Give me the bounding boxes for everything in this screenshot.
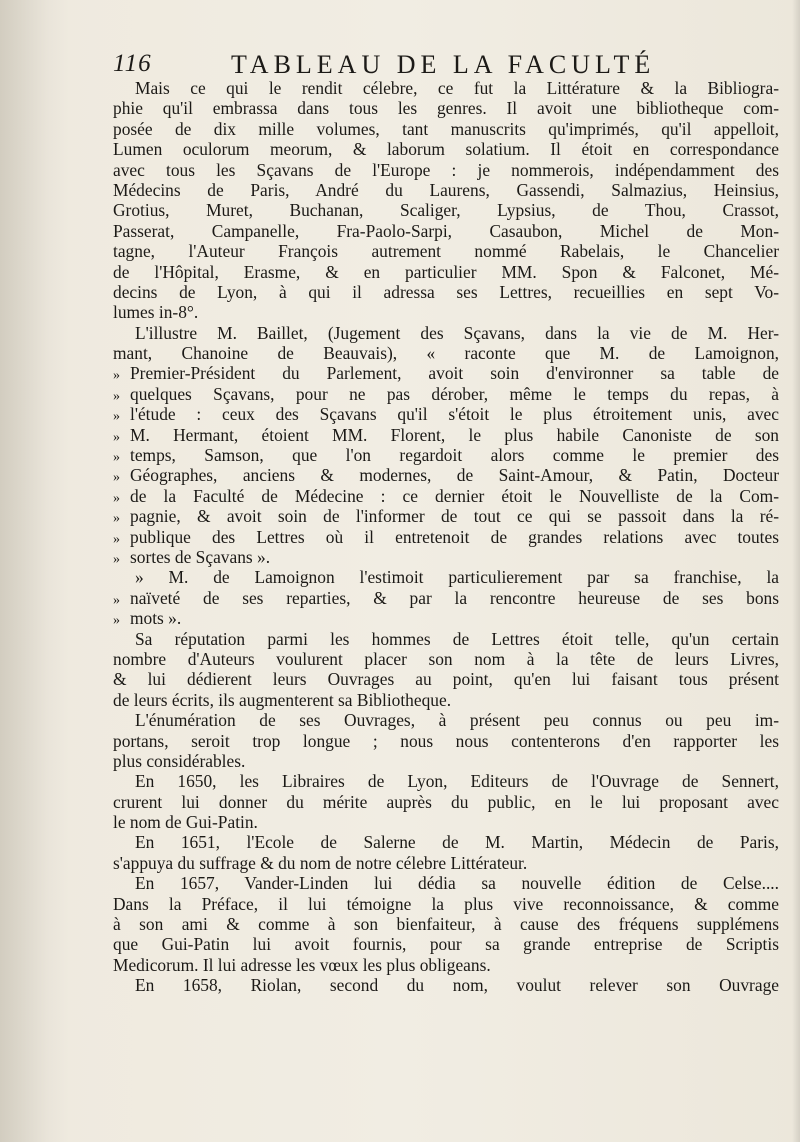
text-line-content: En 1651, l'Ecole de Salerne de M. Martin, Médecin de Paris, xyxy=(135,832,779,853)
text-line-content: En 1657, Vander-Linden lui dédia sa nouvelle édition de Celse.... xyxy=(135,873,779,894)
text-line xyxy=(113,894,779,914)
text-line xyxy=(113,792,779,812)
text-line xyxy=(113,914,779,934)
text-line xyxy=(113,343,779,363)
text-line xyxy=(113,486,779,506)
quote-mark: » xyxy=(113,551,120,567)
quote-mark: » xyxy=(113,368,120,384)
text-line xyxy=(113,832,779,852)
text-line xyxy=(113,465,779,485)
text-line-content: plus considérables. xyxy=(113,750,246,771)
text-line-content: posée de dix mille volumes, tant manuscrits qu'imprimés, qu'il appelloit, xyxy=(113,118,779,139)
text-line xyxy=(113,934,779,954)
text-line-content: publique des Lettres où il entretenoit de grandes relations avec toutes xyxy=(130,526,779,547)
quote-mark: » xyxy=(113,409,120,425)
text-line-content: nombre d'Auteurs voulurent placer son nom à la tête de leurs Livres, xyxy=(113,648,779,669)
text-line xyxy=(113,853,779,873)
text-line-content: de la Faculté de Médecine : ce dernier étoit le Nouvelliste de la Com- xyxy=(130,485,779,506)
text-line-content: Grotius, Muret, Buchanan, Scaliger, Lypsius, de Thou, Crassot, xyxy=(113,200,779,221)
text-line xyxy=(113,384,779,404)
body-text xyxy=(113,78,779,996)
text-line-content: naïveté de ses reparties, & par la rencontre heureuse de ses bons xyxy=(130,587,779,608)
text-line xyxy=(113,669,779,689)
text-line-content: s'appuya du suffrage & du nom de notre célebre Littérateur. xyxy=(113,852,528,873)
text-line xyxy=(113,506,779,526)
text-line xyxy=(113,731,779,751)
text-line xyxy=(113,323,779,343)
text-line-content: Médecins de Paris, André du Laurens, Gassendi, Salmazius, Heinsius, xyxy=(113,179,779,200)
text-line xyxy=(113,710,779,730)
page-number: 116 xyxy=(113,50,152,77)
spine-shadow xyxy=(0,0,70,1142)
text-line xyxy=(113,119,779,139)
text-line xyxy=(113,649,779,669)
text-line xyxy=(113,751,779,771)
text-line-content: avec tous les Sçavans de l'Europe : je nommerois, indépendamment des xyxy=(113,159,779,180)
quote-mark: » xyxy=(113,592,120,608)
quote-mark: » xyxy=(113,511,120,527)
text-line xyxy=(113,690,779,710)
text-line-content: phie qu'il embrassa dans tous les genres. Il avoit une bibliotheque com- xyxy=(113,98,779,119)
text-line-content: Passerat, Campanelle, Fra-Paolo-Sarpi, Casaubon, Michel de Mon- xyxy=(113,220,779,241)
text-line-content: Dans la Préface, il lui témoigne la plus vive reconnoissance, & comme xyxy=(113,893,779,914)
text-line-content: temps, Samson, que l'on regardoit alors comme le premier des xyxy=(130,445,779,466)
text-line-content: Sa réputation parmi les hommes de Lettres étoit telle, qu'un certain xyxy=(135,628,779,649)
text-line-content: En 1650, les Libraires de Lyon, Editeurs de l'Ouvrage de Sennert, xyxy=(135,771,779,792)
quote-mark: » xyxy=(113,450,120,466)
text-line-content: le nom de Gui-Patin. xyxy=(113,812,258,833)
text-line-content: que Gui-Patin lui avoit fournis, pour sa grande entreprise de Scriptis xyxy=(113,934,779,955)
text-line xyxy=(113,98,779,118)
running-title: TABLEAU DE LA FACULTÉ xyxy=(231,50,656,79)
text-line xyxy=(113,139,779,159)
text-line xyxy=(113,425,779,445)
text-line-content: En 1658, Riolan, second du nom, voulut relever son Ouvrage xyxy=(135,975,779,996)
text-line-content: sortes de Sçavans ». xyxy=(130,546,271,567)
text-line-content: de leurs écrits, ils augmenterent sa Bibliotheque. xyxy=(113,689,452,710)
text-line-content: de l'Hôpital, Erasme, & en particulier MM. Spon & Falconet, Mé- xyxy=(113,261,779,282)
text-line-content: » M. de Lamoignon l'estimoit particulierement par sa franchise, la xyxy=(135,567,779,588)
text-line-content: L'énumération de ses Ouvrages, à présent peu connus ou peu im- xyxy=(135,710,779,731)
text-line-content: decins de Lyon, à qui il adressa ses Lettres, recueillies en sept Vo- xyxy=(113,281,779,302)
text-line-content: Mais ce qui le rendit célebre, ce fut la Littérature & la Bibliogra- xyxy=(135,78,779,98)
quote-mark: » xyxy=(113,470,120,486)
text-line xyxy=(113,200,779,220)
text-line xyxy=(113,302,779,322)
text-line-content: Medicorum. Il lui adresse les vœux les plus obligeans. xyxy=(113,954,491,975)
quote-mark: » xyxy=(113,388,120,404)
text-line xyxy=(113,547,779,567)
text-line-content: l'étude : ceux des Sçavans qu'il s'étoit le plus étroitement unis, avec xyxy=(130,404,779,425)
page-edge xyxy=(792,0,800,1142)
text-line xyxy=(113,629,779,649)
text-line xyxy=(113,262,779,282)
text-line xyxy=(113,567,779,587)
text-line-content: Géographes, anciens & modernes, de Saint-Amour, & Patin, Docteur xyxy=(130,465,779,486)
text-line xyxy=(113,221,779,241)
text-line xyxy=(113,445,779,465)
text-line xyxy=(113,873,779,893)
quote-mark: » xyxy=(113,429,120,445)
text-line xyxy=(113,588,779,608)
text-line xyxy=(113,955,779,975)
text-line xyxy=(113,608,779,628)
text-line xyxy=(113,404,779,424)
text-line xyxy=(113,771,779,791)
text-line-content: Lumen oculorum meorum, & laborum solatium. Il étoit en correspondance xyxy=(113,139,779,160)
text-line-content: à son ami & comme à son bienfaiteur, à cause des fréquens supplémens xyxy=(113,914,779,935)
text-line xyxy=(113,78,779,98)
text-line-content: & lui dédierent leurs Ouvrages au point, qu'en lui faisant tous présent xyxy=(113,669,779,690)
text-line-content: quelques Sçavans, pour ne pas dérober, même le temps du repas, à xyxy=(130,383,779,404)
text-line xyxy=(113,160,779,180)
text-line-content: mots ». xyxy=(130,608,182,629)
text-line xyxy=(113,812,779,832)
text-line-content: M. Hermant, étoient MM. Florent, le plus habile Canoniste de son xyxy=(130,424,779,445)
text-line-content: L'illustre M. Baillet, (Jugement des Sçavans, dans la vie de M. Her- xyxy=(135,322,779,343)
text-line-content: pagnie, & avoit soin de l'informer de tout ce qui se passoit dans la ré- xyxy=(130,506,779,527)
text-line-content: Premier-Président du Parlement, avoit soin d'environner sa table de xyxy=(130,363,779,384)
text-line-content: mant, Chanoine de Beauvais), « raconte que M. de Lamoignon, xyxy=(113,343,779,364)
text-line xyxy=(113,527,779,547)
text-line-content: crurent lui donner du mérite auprès du public, en le lui proposant avec xyxy=(113,791,779,812)
quote-mark: » xyxy=(113,613,120,629)
text-line xyxy=(113,975,779,995)
text-line xyxy=(113,241,779,261)
text-line-content: portans, seroit trop longue ; nous nous contenterons d'en rapporter les xyxy=(113,730,779,751)
text-line xyxy=(113,363,779,383)
text-line xyxy=(113,180,779,200)
text-line-content: tagne, l'Auteur François autrement nommé Rabelais, le Chancelier xyxy=(113,241,779,262)
quote-mark: » xyxy=(113,531,120,547)
text-line xyxy=(113,282,779,302)
quote-mark: » xyxy=(113,490,120,506)
text-line-content: lumes in-8°. xyxy=(113,302,199,323)
